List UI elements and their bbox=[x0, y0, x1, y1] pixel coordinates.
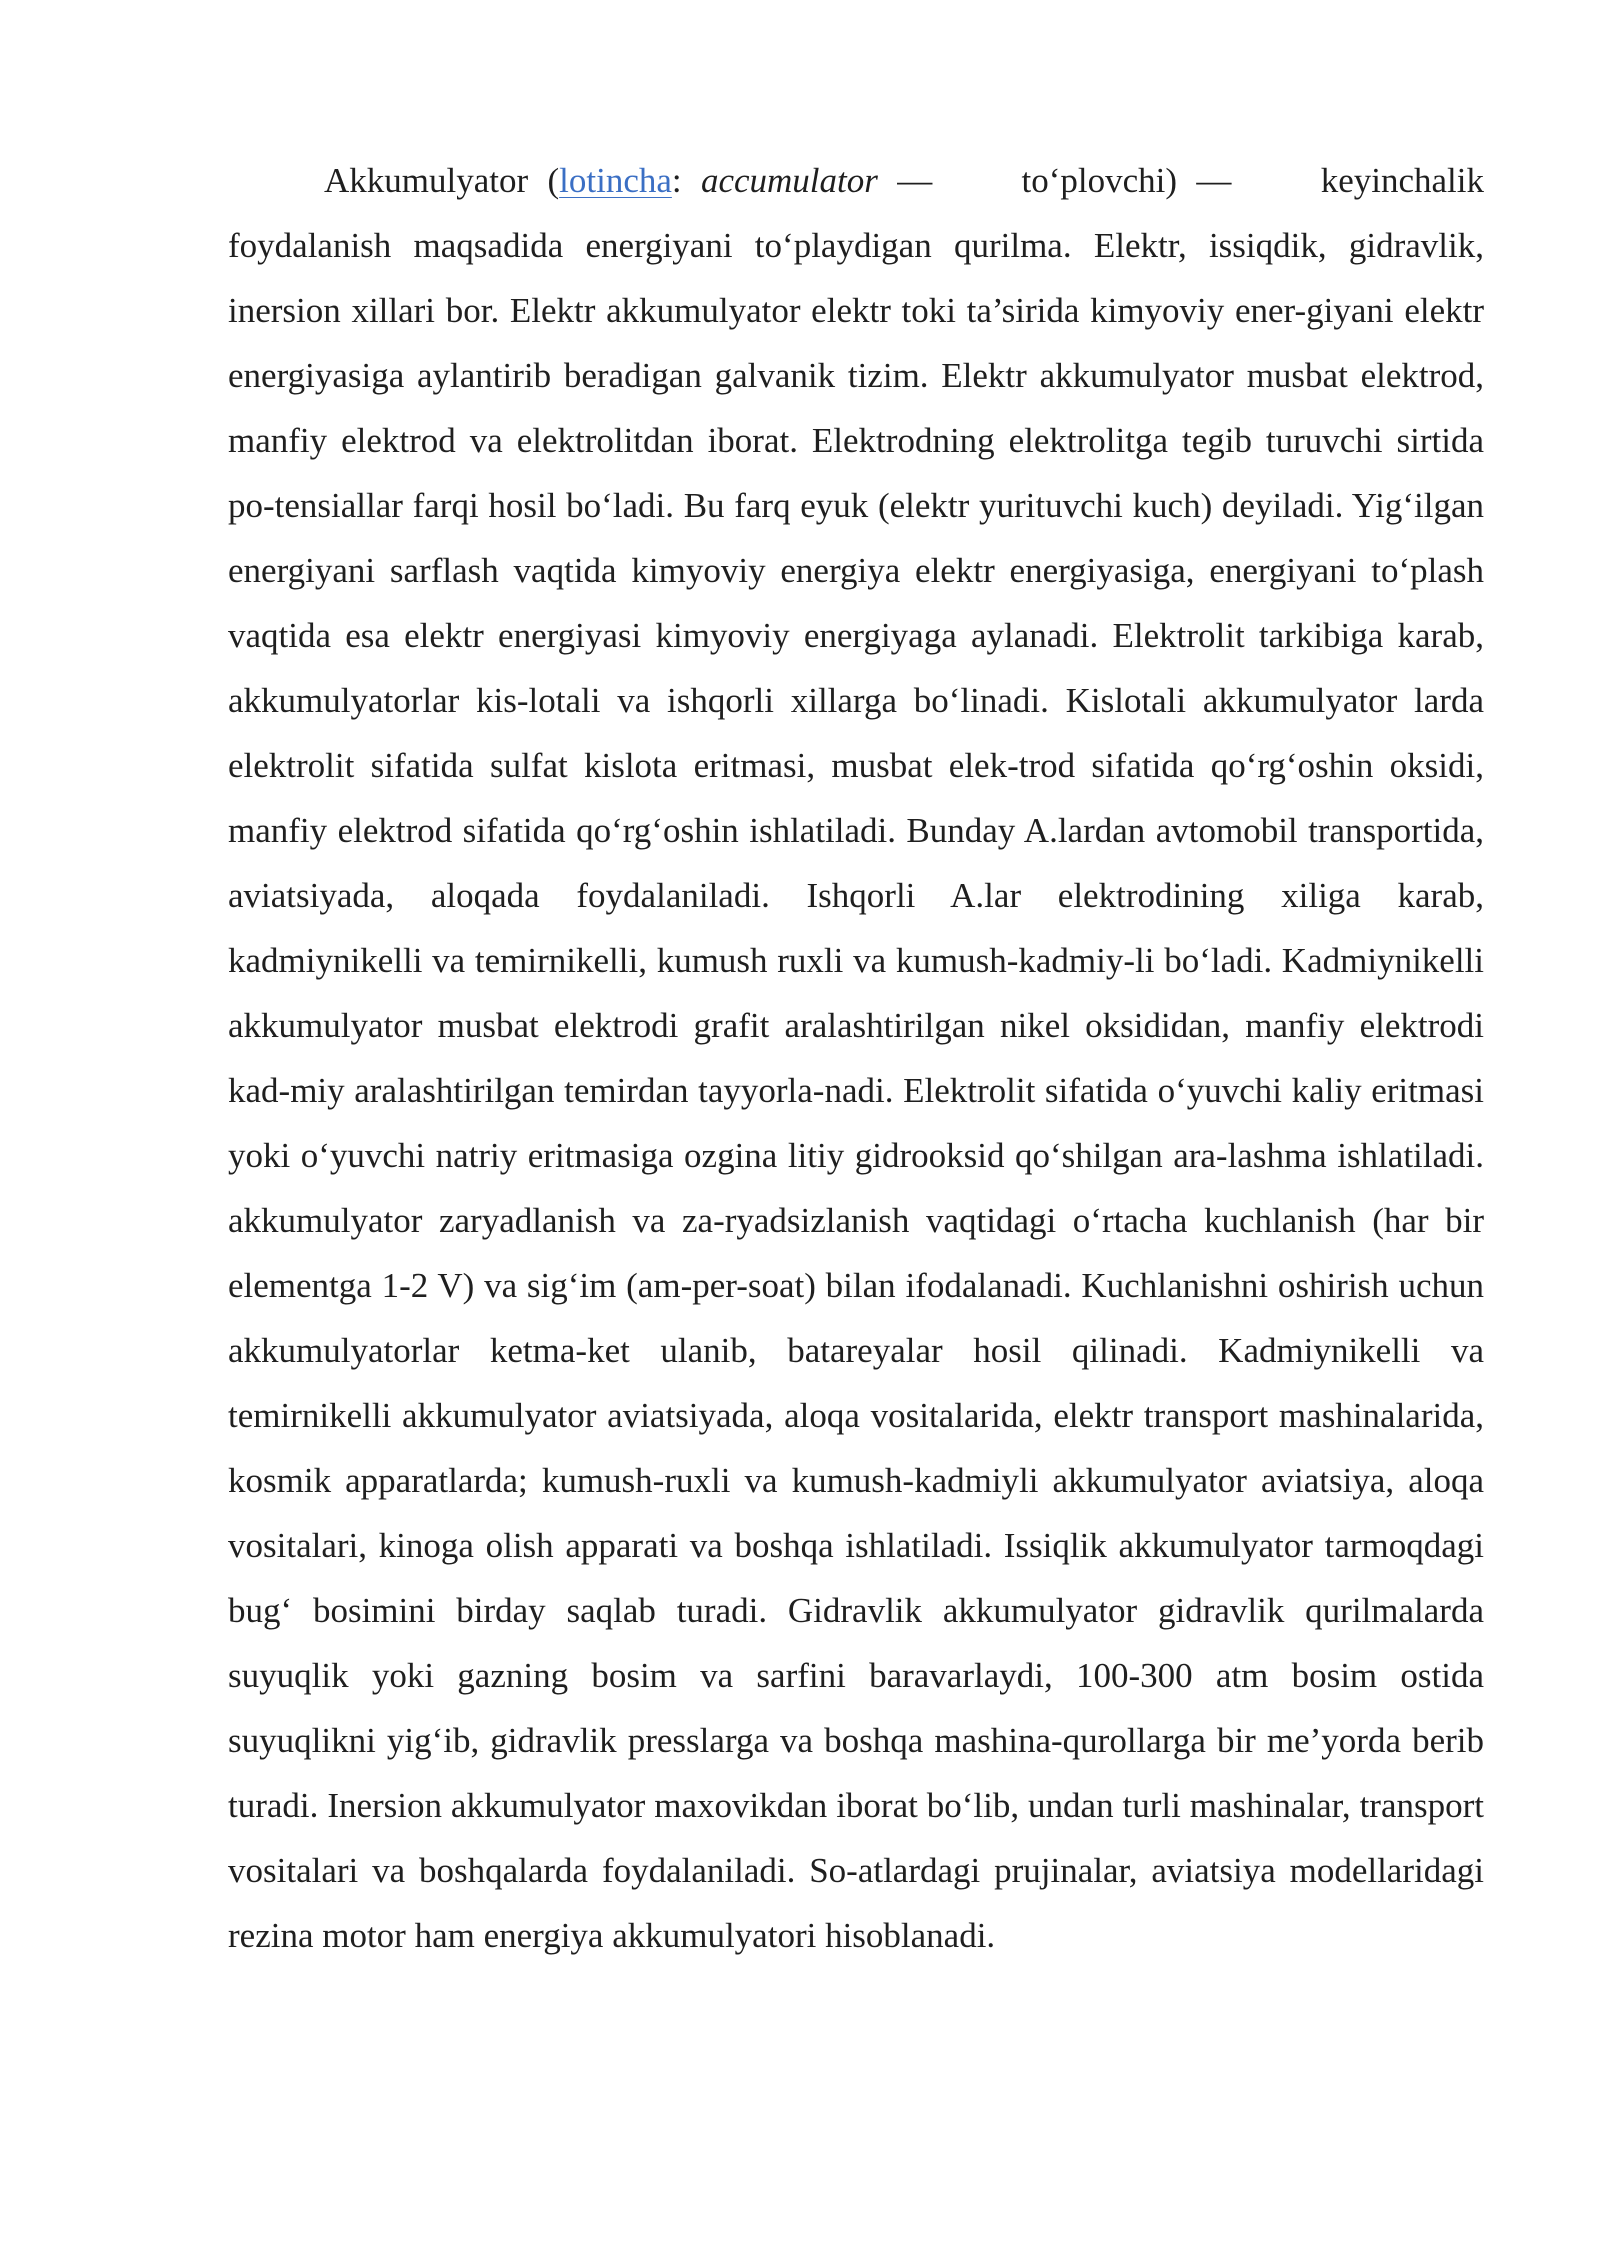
etymology-translation: — to‘plovchi) — keyinchalik bbox=[877, 161, 1485, 200]
article-body-text: foydalanish maqsadida energiyani to‘playdigan qurilma. Elektr, issiqdik, gidravlik, inersion xillari bor. Elektr akkumulyator elektr toki ta’sirida kimyoviy ener-giyani elektr energiyasiga aylantirib beradigan galvanik tizim. Elektr akkumulyator musbat elektrod, manfiy elektrod va elektrolitdan iborat. Elektrodning elektrolitga tegib turuvchi sirtida po-tensiallar farqi hosil bo‘ladi. Bu farq eyuk (elektr yurituvchi kuch) deyiladi. Yig‘ilgan energiyani sarflash vaqtida kimyoviy energiya elektr energiyasiga, energiyani to‘plash vaqtida esa elektr energiyasi kimyoviy energiyaga aylanadi. Elektrolit tarkibiga karab, akkumulyatorlar kis-lotali va ishqorli xillarga bo‘linadi. Kislotali akkumulyator larda elektrolit sifatida sulfat kislota eritmasi, musbat elek-trod sifatida qo‘rg‘oshin oksidi, manfiy elektrod sifatida qo‘rg‘oshin ishlatiladi. Bunday A.lardan avtomobil transportida, aviatsiyada, aloqada foydalaniladi. Ishqorli A.lar elektrodining xiliga karab, kadmiynikelli va temirnikelli, kumush ruxli va kumush-kadmiy-li bo‘ladi. Kadmiynikelli akkumulyator musbat elektrodi grafit aralashtirilgan nikel oksididan, manfiy elektrodi kad-miy aralashtirilgan temirdan tayyorla-nadi. Elektrolit sifatida o‘yuvchi kaliy eritmasi yoki o‘yuvchi natriy eritmasiga ozgina litiy gidrooksid qo‘shilgan ara-lashma ishlatiladi. akkumulyator zaryadlanish va za-ryadsizlanish vaqtidagi o‘rtacha kuchlanish (har bir elementga 1-2 V) va sig‘im (am-per-soat) bilan ifodalanadi. Kuchlanishni oshirish uchun akkumulyatorlar ketma-ket ulanib, batareyalar hosil qilinadi. Kadmiynikelli va temirnikelli akkumulyator aviatsiyada, aloqa vositalarida, elektr transport mashinalarida, kosmik apparatlarda; kumush-ruxli va kumush-kadmiyli akkumulyator aviatsiya, aloqa vositalari, kinoga olish apparati va boshqa ishlatiladi. Issiqlik akkumulyator tarmoqdagi bug‘ bosimini birday saqlab turadi. Gidravlik akkumulyator gidravlik qurilmalarda suyuqlik yoki gazning bosim va sarfini baravarlaydi, 100-300 atm bosim ostida suyuqlikni yig‘ib, gidravlik presslarga va boshqa mashina-qurollarga bir me’yorda berib turadi. Inersion akkumulyator maxovikdan iborat bo‘lib, undan turli mashinalar, transport vositalari va boshqalarda foydalaniladi. So-atlardagi prujinalar, aviatsiya modellaridagi rezina motor ham energiya akkumulyatori hisoblanadi. bbox=[228, 226, 1484, 1955]
latin-language-link[interactable]: lotincha bbox=[559, 161, 672, 200]
latin-word: accumulator bbox=[700, 161, 878, 200]
colon: : bbox=[671, 161, 701, 200]
article-term: Akkumulyator bbox=[324, 161, 529, 200]
paren-open: ( bbox=[528, 161, 560, 200]
article-paragraph bbox=[228, 148, 1484, 1968]
